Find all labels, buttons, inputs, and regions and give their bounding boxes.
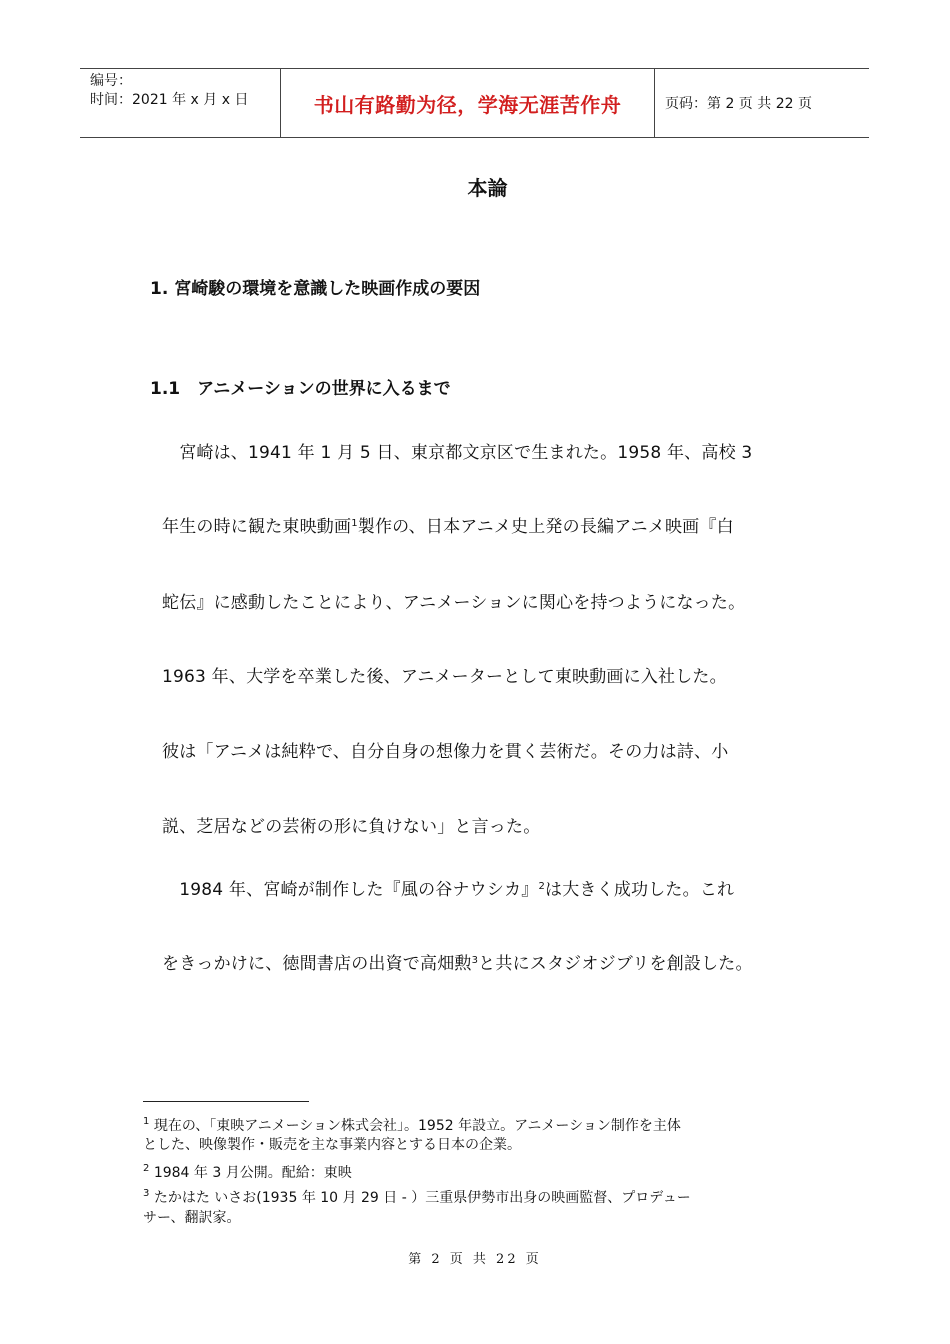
text-span: は大きく成功した。これ [545, 880, 735, 900]
header-page-info: 页码：第 2 页 共 22 页 [665, 96, 812, 112]
paragraph-line: 1963 年、大学を卒業した後、アニメーターとして東映動画に入社した。 [162, 667, 727, 687]
footnote-1-cont: とした、映像製作・販売を主な事業内容とする日本の企業。 [143, 1137, 521, 1153]
footnote-divider [143, 1101, 309, 1102]
text-span: 年生の時に観た東映動画 [162, 517, 352, 537]
footnote-number: 1 [143, 1116, 150, 1127]
header-motto: 书山有路勤为径，学海无涯苦作舟 [281, 69, 655, 137]
header-meta [80, 69, 281, 137]
text-span: 製作の、日本アニメ史上発の長編アニメ映画『白 [357, 517, 734, 537]
heading-1: 1. 宮崎駿の環境を意識した映画作成の要因 [150, 279, 481, 299]
footnote-ref: 1 [351, 518, 358, 529]
footnote-3 [143, 1184, 691, 1208]
footnote-number: 2 [143, 1163, 150, 1174]
footnote-text: 現在の、「東映アニメーション株式会社」。1952 年設立。アニメーション制作を主体 [149, 1118, 681, 1134]
text-span: 1984 年、宮崎が制作した『風の谷ナウシカ』 [162, 880, 539, 900]
text-span: をきっかけに、徳間書店の出資で高畑勲 [162, 954, 472, 974]
section-title: 本論 [467, 176, 508, 200]
text-span: と共にスタジオジブリを創設した。 [478, 954, 753, 974]
footnote-text: たかはた いさお(1935 年 10 月 29 日 - ）三重県伊勢市出身の映画監督、プロデュー [149, 1190, 691, 1206]
page-header [80, 68, 869, 138]
heading-1-1: 1.1 アニメーションの世界に入るまで [150, 379, 451, 399]
footnote-text: 1984 年 3 月公開。配給：東映 [149, 1165, 352, 1181]
paragraph-line [162, 949, 753, 974]
footnote-3-cont: サー、翻訳家。 [143, 1210, 241, 1226]
paragraph-line: 彼は「アニメは純粋で、自分自身の想像力を貫く芸術だ。その力は詩、小 [162, 742, 729, 762]
paragraph-line: 蛇伝』に感動したことにより、アニメーションに関心を持つようになった。 [162, 593, 746, 613]
footnote-1 [143, 1112, 681, 1136]
paragraph-line: 説、芝居などの芸術の形に負けない」と言った。 [162, 817, 541, 837]
footnote-number: 3 [143, 1188, 150, 1199]
paragraph-line [162, 875, 734, 900]
footnote-ref: 2 [538, 881, 546, 892]
paragraph-line: 宮崎は、1941 年 1 月 5 日、東京都文京区で生まれた。1958 年、高校 3 [162, 443, 753, 463]
number-label: 编号： [90, 73, 132, 89]
page-footer: 第 2 页 共 22 页 [408, 1252, 542, 1267]
footnote-2 [143, 1159, 352, 1183]
time-label: 时间：2021 年 x 月 x 日 [90, 92, 249, 108]
footnote-ref: 3 [471, 955, 479, 966]
paragraph-line [162, 512, 734, 537]
